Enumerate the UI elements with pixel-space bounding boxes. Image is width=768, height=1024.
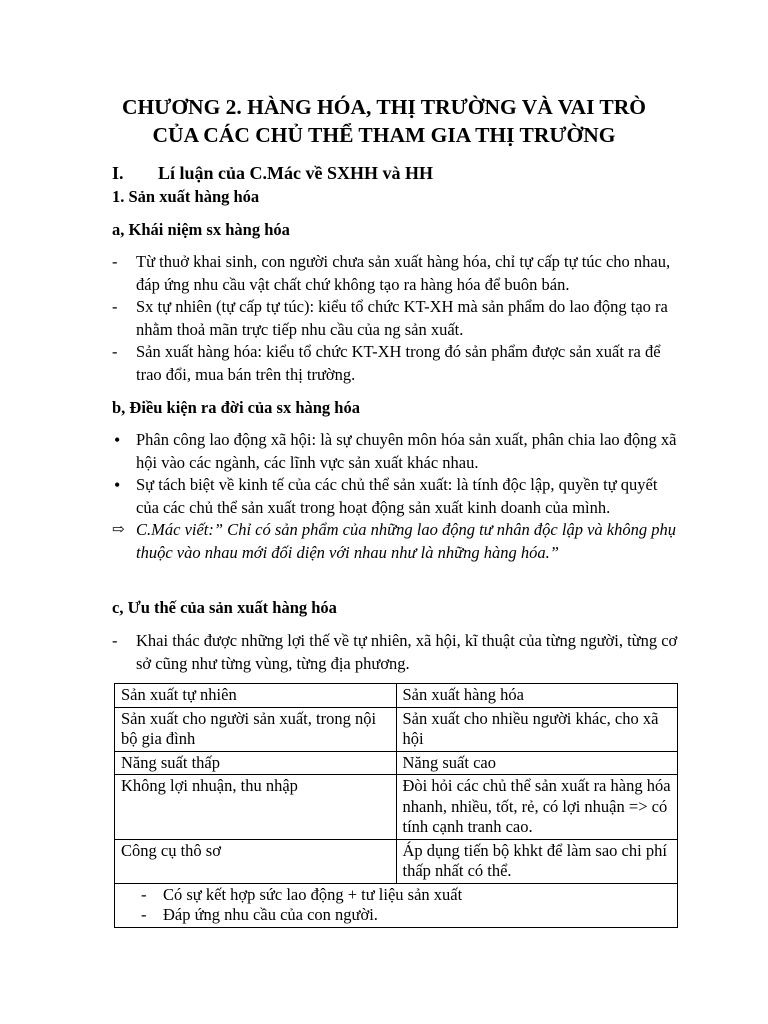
footer-item	[141, 905, 671, 926]
table-row	[115, 839, 678, 883]
table-row	[115, 707, 678, 751]
table-footer-cell	[115, 883, 678, 927]
footer-item	[141, 885, 671, 906]
section-heading-I	[112, 162, 433, 184]
list-item-text: Phân công lao động xã hội: là sự chuyên môn hóa sản xuất, phân chia lao động xã hội vào các ngành, các lĩnh vực sản xuất khác nhau.	[136, 430, 677, 472]
section-title: Lí luận của C.Mác về SXHH và HH	[158, 163, 434, 183]
dash-marker: -	[112, 297, 118, 316]
list-item-text: Sản xuất hàng hóa: kiểu tổ chức KT-XH trong đó sản phẩm được sản xuất ra để trao đổi, mua bán trên thị trường.	[136, 342, 661, 384]
table-row	[115, 684, 678, 708]
table-cell: Sản xuất cho người sản xuất, trong nội bộ gia đình	[115, 707, 397, 751]
comparison-table	[114, 683, 678, 928]
list-item	[112, 341, 682, 386]
table-cell: Năng suất thấp	[115, 751, 397, 775]
list-item	[112, 251, 682, 296]
list-item-text: Sự tách biệt về kinh tế của các chủ thể sản xuất: là tính độc lập, quyền tự quyết của các chủ thể sản xuất trong hoạt động sản xuất kinh doanh của mình.	[136, 475, 658, 517]
bullet-marker: •	[114, 475, 121, 495]
bullet-marker: •	[114, 430, 121, 450]
list-item	[112, 474, 682, 519]
dash-marker: -	[112, 631, 118, 650]
list-item	[112, 630, 682, 675]
dash-marker: -	[141, 884, 147, 904]
heading-c: c, Ưu thế của sản xuất hàng hóa	[112, 598, 337, 617]
table-row	[115, 775, 678, 840]
arrow-right-icon: ⇨	[112, 522, 125, 538]
list-c	[112, 630, 682, 675]
dash-marker: -	[141, 905, 147, 924]
table-cell: Không lợi nhuận, thu nhập	[115, 775, 397, 840]
list-item-text: Từ thuở khai sinh, con người chưa sản xuất hàng hóa, chỉ tự cấp tự túc cho nhau, đáp ứng nhu cầu vật chất chứ không tạo ra hàng hóa để buôn bán.	[136, 252, 671, 294]
section-number: I.	[112, 163, 124, 183]
table-cell: Sản xuất hàng hóa	[396, 684, 678, 708]
chapter-title-line-1: CHƯƠNG 2. HÀNG HÓA, THỊ TRƯỜNG VÀ VAI TRÒ	[121, 95, 647, 119]
footer-item-text: Có sự kết hợp sức lao động + tư liệu sản xuất	[163, 884, 463, 904]
table-footer-row	[115, 883, 678, 927]
quote-text: C.Mác viết:” Chỉ có sản phẩm của những lao động tư nhân độc lập và không phụ thuộc vào nhau mới đối diện với nhau như là những hàng hóa.”	[136, 520, 676, 562]
table-cell: Sản xuất cho nhiều người khác, cho xã hội	[396, 707, 678, 751]
list-b	[112, 429, 682, 564]
dash-marker: -	[112, 342, 118, 361]
table-row	[115, 751, 678, 775]
list-a	[112, 251, 682, 386]
list-item-text: Khai thác được những lợi thế về tự nhiên, xã hội, kĩ thuật của từng người, từng cơ sở cũng như từng vùng, từng địa phương.	[136, 631, 678, 673]
heading-a: a, Khái niệm sx hàng hóa	[112, 220, 290, 239]
footer-item-text: Đáp ứng nhu cầu của con người.	[163, 905, 378, 924]
table-cell: Công cụ thô sơ	[115, 839, 397, 883]
quote-item	[112, 519, 682, 564]
subsection-heading-1: 1. Sản xuất hàng hóa	[112, 187, 260, 206]
chapter-title	[80, 93, 688, 149]
chapter-title-line-2: CỦA CÁC CHỦ THỂ THAM GIA THỊ TRƯỜNG	[152, 123, 616, 147]
list-item	[112, 429, 682, 474]
table-cell: Áp dụng tiến bộ khkt để làm sao chi phí thấp nhất có thể.	[396, 839, 678, 883]
list-item	[112, 296, 682, 341]
table-cell: Đòi hỏi các chủ thể sản xuất ra hàng hóa nhanh, nhiều, tốt, rẻ, có lợi nhuận => có tính cạnh tranh cao.	[396, 775, 678, 840]
dash-marker: -	[112, 252, 118, 271]
table-cell: Sản xuất tự nhiên	[115, 684, 397, 708]
list-item-text: Sx tự nhiên (tự cấp tự túc): kiểu tổ chức KT-XH mà sản phẩm do lao động tạo ra nhằm thoả mãn trực tiếp nhu cầu của ng sản xuất.	[136, 297, 668, 339]
table-cell: Năng suất cao	[396, 751, 678, 775]
heading-b: b, Điều kiện ra đời của sx hàng hóa	[112, 398, 360, 417]
